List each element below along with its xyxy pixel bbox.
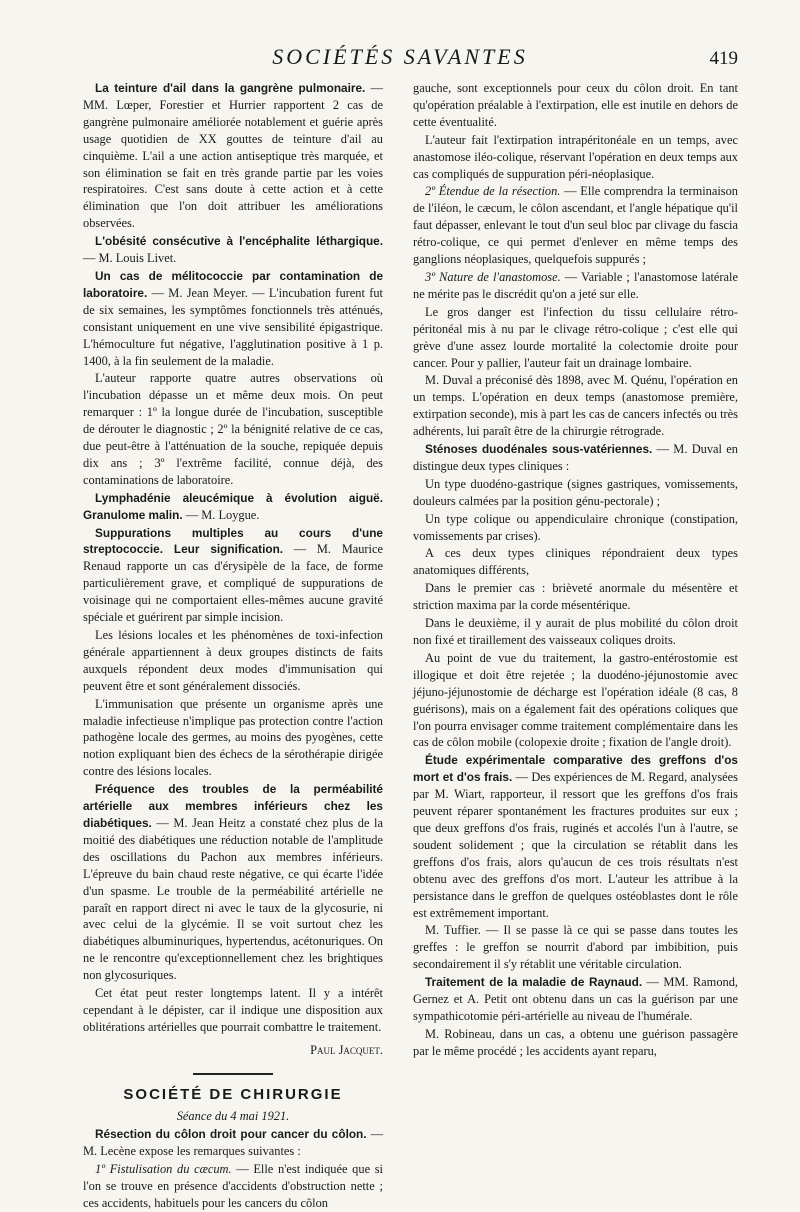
paragraph: Le gros danger est l'infection du tissu cellulaire rétro-péritonéal mis à nu par le clivage rétro-colique ; c'est elle qui grève d'une assez lourde mortalité la colectomie droite pour cancer. Pour y pallier, l'auteur fait un drainage lombaire. (413, 304, 738, 370)
article-raynaud (413, 974, 738, 1025)
section-divider (193, 1073, 273, 1075)
paragraph: M. Duval a préconisé dès 1898, avec M. Quénu, l'opération en un temps. L'opération en deux temps (anastomose première, extirpation seconde), mis à part les cas de cancers infectés ou très adhérents, lui paraît être de la chirurgie rétrograde. (413, 373, 738, 439)
page-number: 419 (709, 48, 738, 69)
article-body: — M. Jean Meyer. — L'incubation furent fut de six semaines, les symptômes fonctionnels très atténués, consistant uniquement en une vive sensibilité épigastrique. L'hémoculture fut négative, l'agglutination positive à 1 p. 1400, à la fin seulement de la maladie. (83, 285, 383, 368)
paragraph: L'auteur rapporte quatre autres observations où l'incubation dépasse un et même deux mois. On peut remarquer : 1º la longue durée de l'incubation, susceptible de dérouter le diagnostic ; 2º la bénignité relative de ce cas, due peut-être à l'atténuation de la souche, repiquée depuis dix ans ; 3º l'extrême facilité, connue déjà, des contaminations de laboratoire. (83, 371, 383, 487)
item-body: — Elle n'est indiquée que si l'on se trouve en présence d'accidents d'obstruction nette ; ces accidents, habituels pour les cancers du côlon (83, 1162, 383, 1211)
article-heading: Résection du côlon droit pour cancer du côlon. (95, 1127, 367, 1142)
article-heading: Étude expérimentale comparative des greffons d'os mort et d'os frais. (413, 753, 738, 785)
article-heading: Suppurations multiples au cours d'une streptococcie. Leur signification. (83, 525, 383, 557)
running-header (0, 44, 800, 74)
right-column (413, 80, 738, 1060)
article-heading: Fréquence des troubles de la perméabilité artérielle aux membres inférieurs chez les diabétiques. (83, 782, 383, 830)
author-signature: Paul Jacquet. (310, 1042, 383, 1057)
section-title: SOCIÉTÉ DE CHIRURGIE (123, 1085, 343, 1103)
item-label: 1º Fistulisation du cæcum. (95, 1162, 232, 1177)
list-item (413, 269, 738, 303)
left-column (83, 80, 383, 1212)
paragraph: gauche, sont exceptionnels pour ceux du côlon droit. En tant qu'opération préalable à l'extirpation, elle est inutile en dehors de cette éventualité. (413, 81, 738, 129)
article-obesity (83, 233, 383, 267)
article-body: — M. Loygue. (182, 507, 260, 522)
paragraph: Un type duodéno-gastrique (signes gastriques, vomissements, douleurs calmées par la position génu-pectorale) ; (413, 476, 738, 508)
list-item (83, 1161, 383, 1212)
paragraph: Dans le premier cas : brièveté anormale du mésentère et striction maxima par la corde mésentérique. (413, 581, 738, 613)
article-body: — MM. Lœper, Forestier et Hurrier rapportent 2 cas de gangrène pulmonaire améliorée notablement et guérie après usage quotidien de XX gouttes de teinture d'ail au cinquième. L'ail a une action antiseptique très marquée, et son élimination se fait en très grande partie par les voies respiratoires. C'est sans doute à cette action et à cette élimination que l'on doit attribuer les améliorations observées. (83, 81, 383, 231)
session-date: Séance du 4 mai 1921. (176, 1108, 290, 1123)
article-heading: L'obésité consécutive à l'encéphalite léthargique. (95, 234, 383, 249)
article-body: — M. Maurice Renaud rapporte un cas d'érysipèle de la face, de forme particulièrement grave, et compliqué de suppurations de voisinage qui ne comportaient elles-mêmes aucune gravité spéciale et guérirent par simple incision. (83, 542, 383, 625)
list-item (413, 183, 738, 268)
article-body: — MM. Ramond, Gernez et A. Petit ont obtenu dans un cas la guérison par une sympathicotomie péri-artérielle au niveau de l'humérale. (413, 975, 739, 1023)
article-body: — M. Louis Livet. (83, 251, 177, 266)
article-melitococcie (83, 268, 383, 369)
paragraph: M. Robineau, dans un cas, a obtenu une guérison passagère par le même procédé ; les accidents ayant reparu, (413, 1026, 738, 1058)
article-body: — Des expériences de M. Regard, analysées par M. Wiart, rapporteur, il ressort que les greffons d'os frais peuvent réparer spontanément les fractures produites sur eux ; que deux greffons d'os frais, ruginés et accolés l'un à l'autre, se soudent solidement ; que la circulation se rétablit dans les greffons d'os frais, alors qu'aucun de ces trois résultats n'est obtenu avec des greffons d'os mort. L'auteur les attribue à la persistance dans le greffon de quelques ostéoblastes dont le rôle est extrêmement important. (413, 770, 738, 920)
article-heading: Sténoses duodénales sous-vatériennes. (425, 442, 653, 457)
item-body: — Variable ; l'anastomose latérale ne mérite pas le discrédit qu'on a jeté sur elle. (413, 269, 738, 301)
paragraph: Au point de vue du traitement, la gastro-entérostomie est illogique et doit être rejetée ; la duodéno-jéjunostomie avec jéjuno-jéjunostomie de décharge est l'opération idéale (8 cas, 8 guérisons), mais on a également fait des opérations coliques que l'on pourra envisager comme traitement complémentaire dans les cas de côlon mobile (colopexie droite ; fixation de l'angle droit). (413, 650, 738, 750)
article-resection (83, 1126, 383, 1160)
paragraph: Un type colique ou appendiculaire chronique (constipation, vomissements par crises). (413, 511, 738, 543)
article-heading: Lymphadénie aleucémique à évolution aiguë. Granulome malin. (83, 490, 383, 522)
article-body: — M. Lecène expose les remarques suivantes : (83, 1127, 383, 1159)
paragraph: Dans le deuxième, il y aurait de plus mobilité du côlon droit non fixé et tiraillement des vaisseaux coliques droits. (413, 616, 738, 647)
article-lymphadenie (83, 490, 383, 524)
item-body: — Elle comprendra la terminaison de l'iléon, le cæcum, le côlon ascendant, et l'angle hépatique qu'il faut dépasser, enlevant le tout d'un seul bloc par clivage du fascia rétro-colique, ce qui permet d'enlever en même temps des ganglions néoplasiques, quelquefois suppurés ; (413, 184, 739, 267)
paragraph: L'auteur fait l'extirpation intrapéritonéale en un temps, avec anastomose iléo-colique, réservant l'opération en deux temps aux cas compliqués de suppuration péri-néoplasique. (413, 132, 738, 181)
article-gangrene (83, 80, 383, 232)
article-stenoses (413, 441, 738, 475)
paragraph: Les lésions locales et les phénomènes de toxi-infection générale appartiennent à deux groupes distincts de faits auxquels répondent deux modes d'immunisation qui peuvent être et sont généralement dissociés. (83, 628, 383, 693)
paragraph: Cet état peut rester longtemps latent. Il y a intérêt cependant à le dépister, car il indique une disposition aux oblitérations artérielles que pourrait combattre le traitement. (83, 986, 383, 1034)
paragraph: M. Tuffier. — Il se passe là ce qui se passe dans toutes les greffes : le greffon se nourrit d'abord par imbibition, puis secondairement il s'y rétablit une véritable circulation. (413, 923, 738, 972)
article-heading: La teinture d'ail dans la gangrène pulmonaire. (95, 81, 366, 95)
article-heading: Traitement de la maladie de Raynaud. (425, 975, 643, 990)
article-heading: Un cas de mélitococcie par contamination de laboratoire. (83, 268, 383, 300)
article-body: — M. Duval en distingue deux types cliniques : (413, 442, 739, 473)
running-title: SOCIÉTÉS SAVANTES (272, 44, 528, 69)
paragraph: A ces deux types cliniques répondraient deux types anatomiques différents, (413, 546, 738, 578)
article-suppurations (83, 525, 383, 626)
item-label: 2º Étendue de la résection. (425, 184, 561, 199)
article-body: — M. Jean Heitz a constaté chez plus de la moitié des diabétiques une réduction notable de l'amplitude des oscillations du Pachon aux membres inférieurs. L'épreuve du bain chaud reste négative, ce qui écarte l'idée d'un spasme. Le trouble de la perméabilité artérielle ne paraît en rapport direct ni avec le taux de la glycosurie, ni avec celui de la glycémie. Il se voit surtout chez les diabétiques albuminuriques, hypertendus, acétonuriques. On ne le rencontre qu'exceptionnellement chez les brightiques non glycosuriques. (83, 815, 383, 983)
article-permeabilite (83, 781, 383, 984)
article-greffons (413, 752, 738, 921)
item-label: 3º Nature de l'anastomose. (425, 269, 561, 284)
paragraph: L'immunisation que présente un organisme après une maladie infectieuse n'implique pas protection contre l'action pathogène locale des germes, au moins des pyogènes, cette notion expliquant bien des échecs de la sérothérapie dirigée contre des lésions locales. (83, 696, 383, 779)
